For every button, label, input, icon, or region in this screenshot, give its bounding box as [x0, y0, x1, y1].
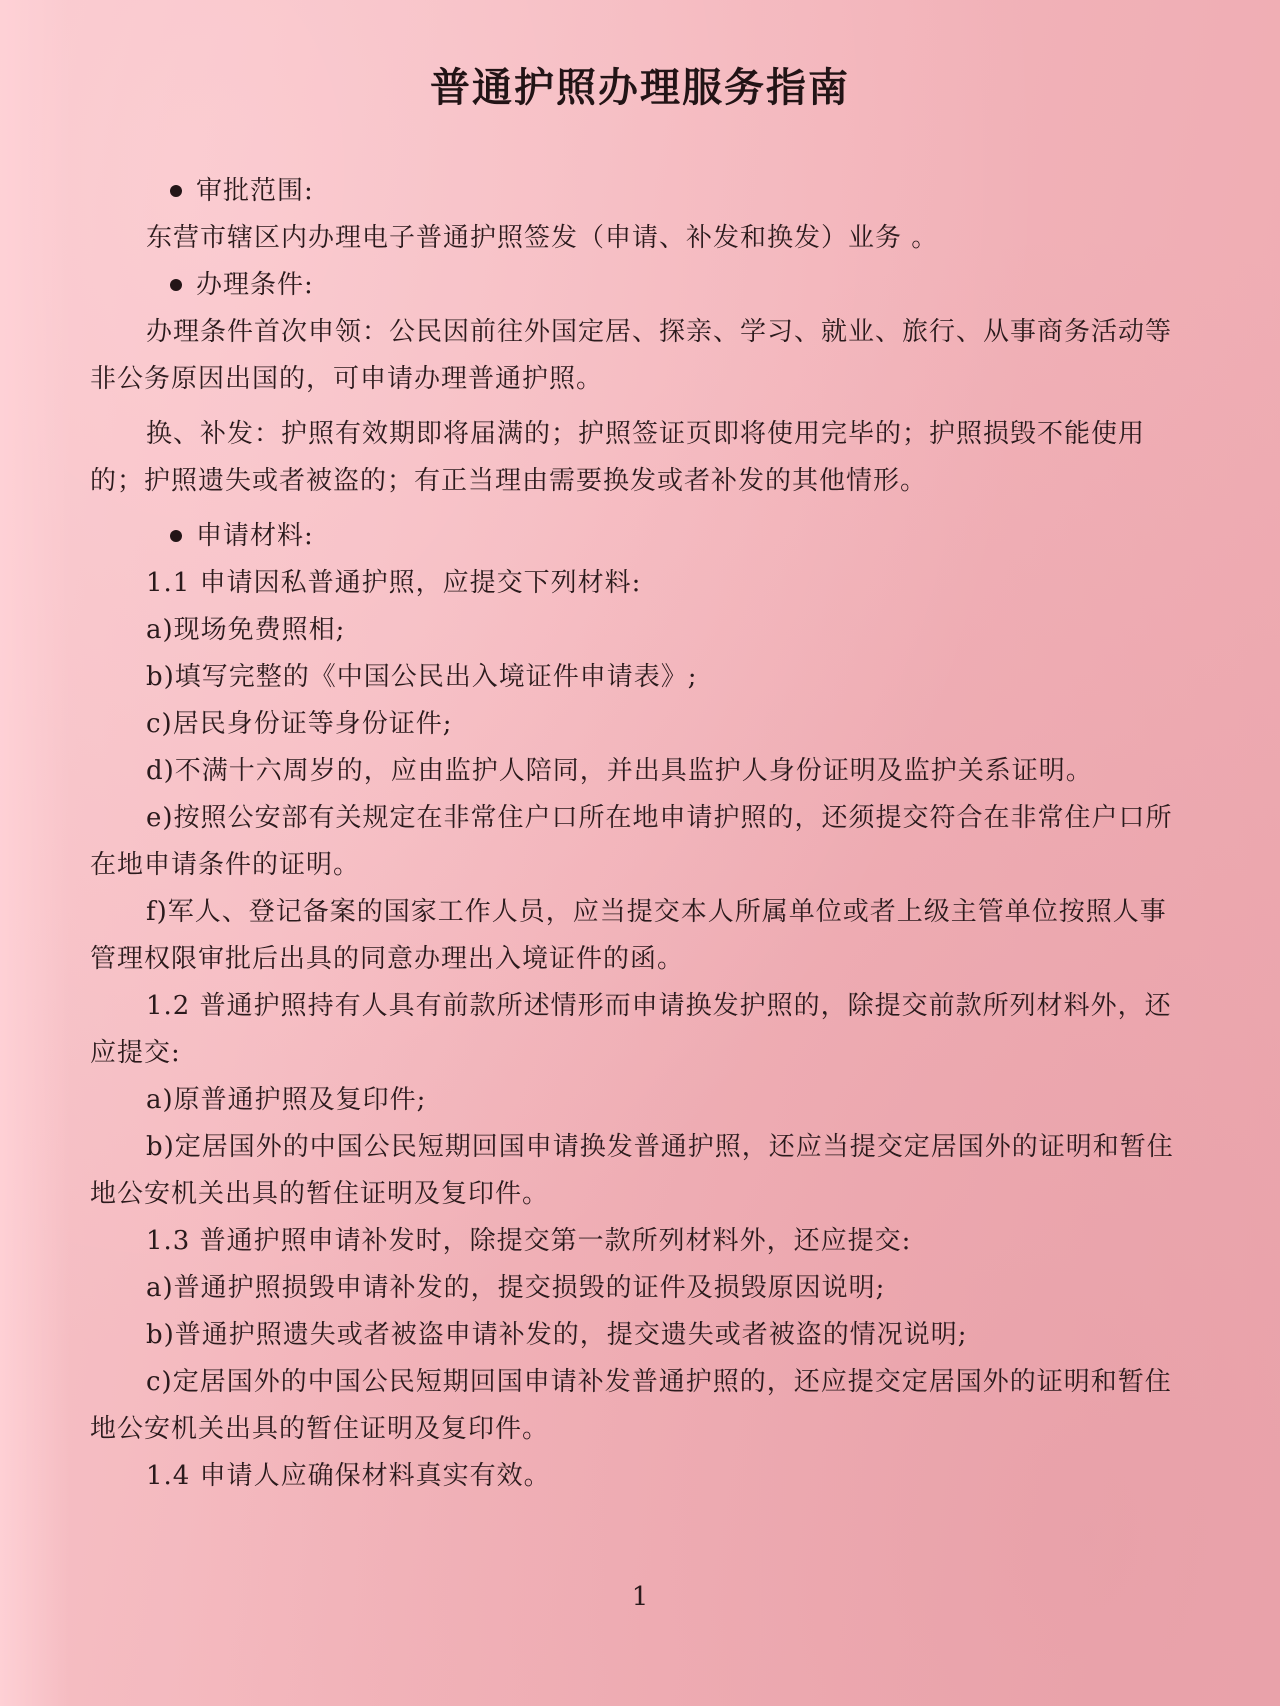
document-body: [90, 168, 1190, 1500]
materials-item-1-3-c: c)定居国外的中国公民短期回国申请补发普通护照的，还应提交定居国外的证明和暂住地公安机关出具的暂住证明及复印件。: [90, 1367, 1172, 1444]
section-heading-text: 审批范围:: [196, 176, 314, 206]
document-title: 普通护照办理服务指南: [430, 64, 850, 111]
materials-item-1-3-a: a)普通护照损毁申请补发的，提交损毁的证件及损毁原因说明;: [146, 1273, 886, 1303]
conditions-first-paragraph: 办理条件首次申领：公民因前往外国定居、探亲、学习、就业、旅行、从事商务活动等非公务原因出国的，可申请办理普通护照。: [90, 317, 1173, 394]
materials-item-1-2-b: b)定居国外的中国公民短期回国申请换发普通护照，还应当提交定居国外的证明和暂住地公安机关出具的暂住证明及复印件。: [90, 1132, 1174, 1209]
page-edge-shading: [0, 0, 70, 1706]
bullet-dot-icon: [170, 185, 182, 197]
scope-paragraph: 东营市辖区内办理电子普通护照签发（申请、补发和换发）业务 。: [146, 223, 939, 253]
page-number: 1: [631, 1582, 649, 1612]
section-heading-scope: [90, 168, 1190, 215]
materials-item-1-3-b: b)普通护照遗失或者被盗申请补发的，提交遗失或者被盗的情况说明;: [146, 1320, 968, 1350]
materials-item-d: d)不满十六周岁的，应由监护人陪同，并出具监护人身份证明及监护关系证明。: [146, 756, 1093, 786]
materials-item-f: f)军人、登记备案的国家工作人员，应当提交本人所属单位或者上级主管单位按照人事管理权限审批后出具的同意办理出入境证件的函。: [90, 897, 1167, 974]
materials-item-1-4: 1.4 申请人应确保材料真实有效。: [146, 1461, 551, 1491]
materials-item-1-3: 1.3 普通护照申请补发时，除提交第一款所列材料外，还应提交:: [146, 1226, 912, 1256]
materials-item-1-1: 1.1 申请因私普通护照，应提交下列材料:: [146, 568, 642, 598]
materials-item-1-2-a: a)原普通护照及复印件;: [146, 1085, 427, 1115]
materials-item-c: c)居民身份证等身份证件;: [146, 709, 453, 739]
bullet-dot-icon: [170, 279, 182, 291]
section-heading-materials: [90, 513, 1190, 560]
section-heading-conditions: [90, 262, 1190, 309]
section-heading-text: 办理条件:: [196, 270, 314, 300]
materials-item-a: a)现场免费照相;: [146, 615, 346, 645]
conditions-renewal-paragraph: 换、补发：护照有效期即将届满的；护照签证页即将使用完毕的；护照损毁不能使用的；护照遗失或者被盗的；有正当理由需要换发或者补发的其他情形。: [90, 419, 1146, 496]
materials-item-e: e)按照公安部有关规定在非常住户口所在地申请护照的，还须提交符合在非常住户口所在地申请条件的证明。: [90, 803, 1173, 880]
materials-item-1-2: 1.2 普通护照持有人具有前款所述情形而申请换发护照的，除提交前款所列材料外，还应提交:: [90, 991, 1172, 1068]
section-heading-text: 申请材料:: [196, 521, 314, 551]
bullet-dot-icon: [170, 530, 182, 542]
materials-item-b: b)填写完整的《中国公民出入境证件申请表》;: [146, 662, 698, 692]
